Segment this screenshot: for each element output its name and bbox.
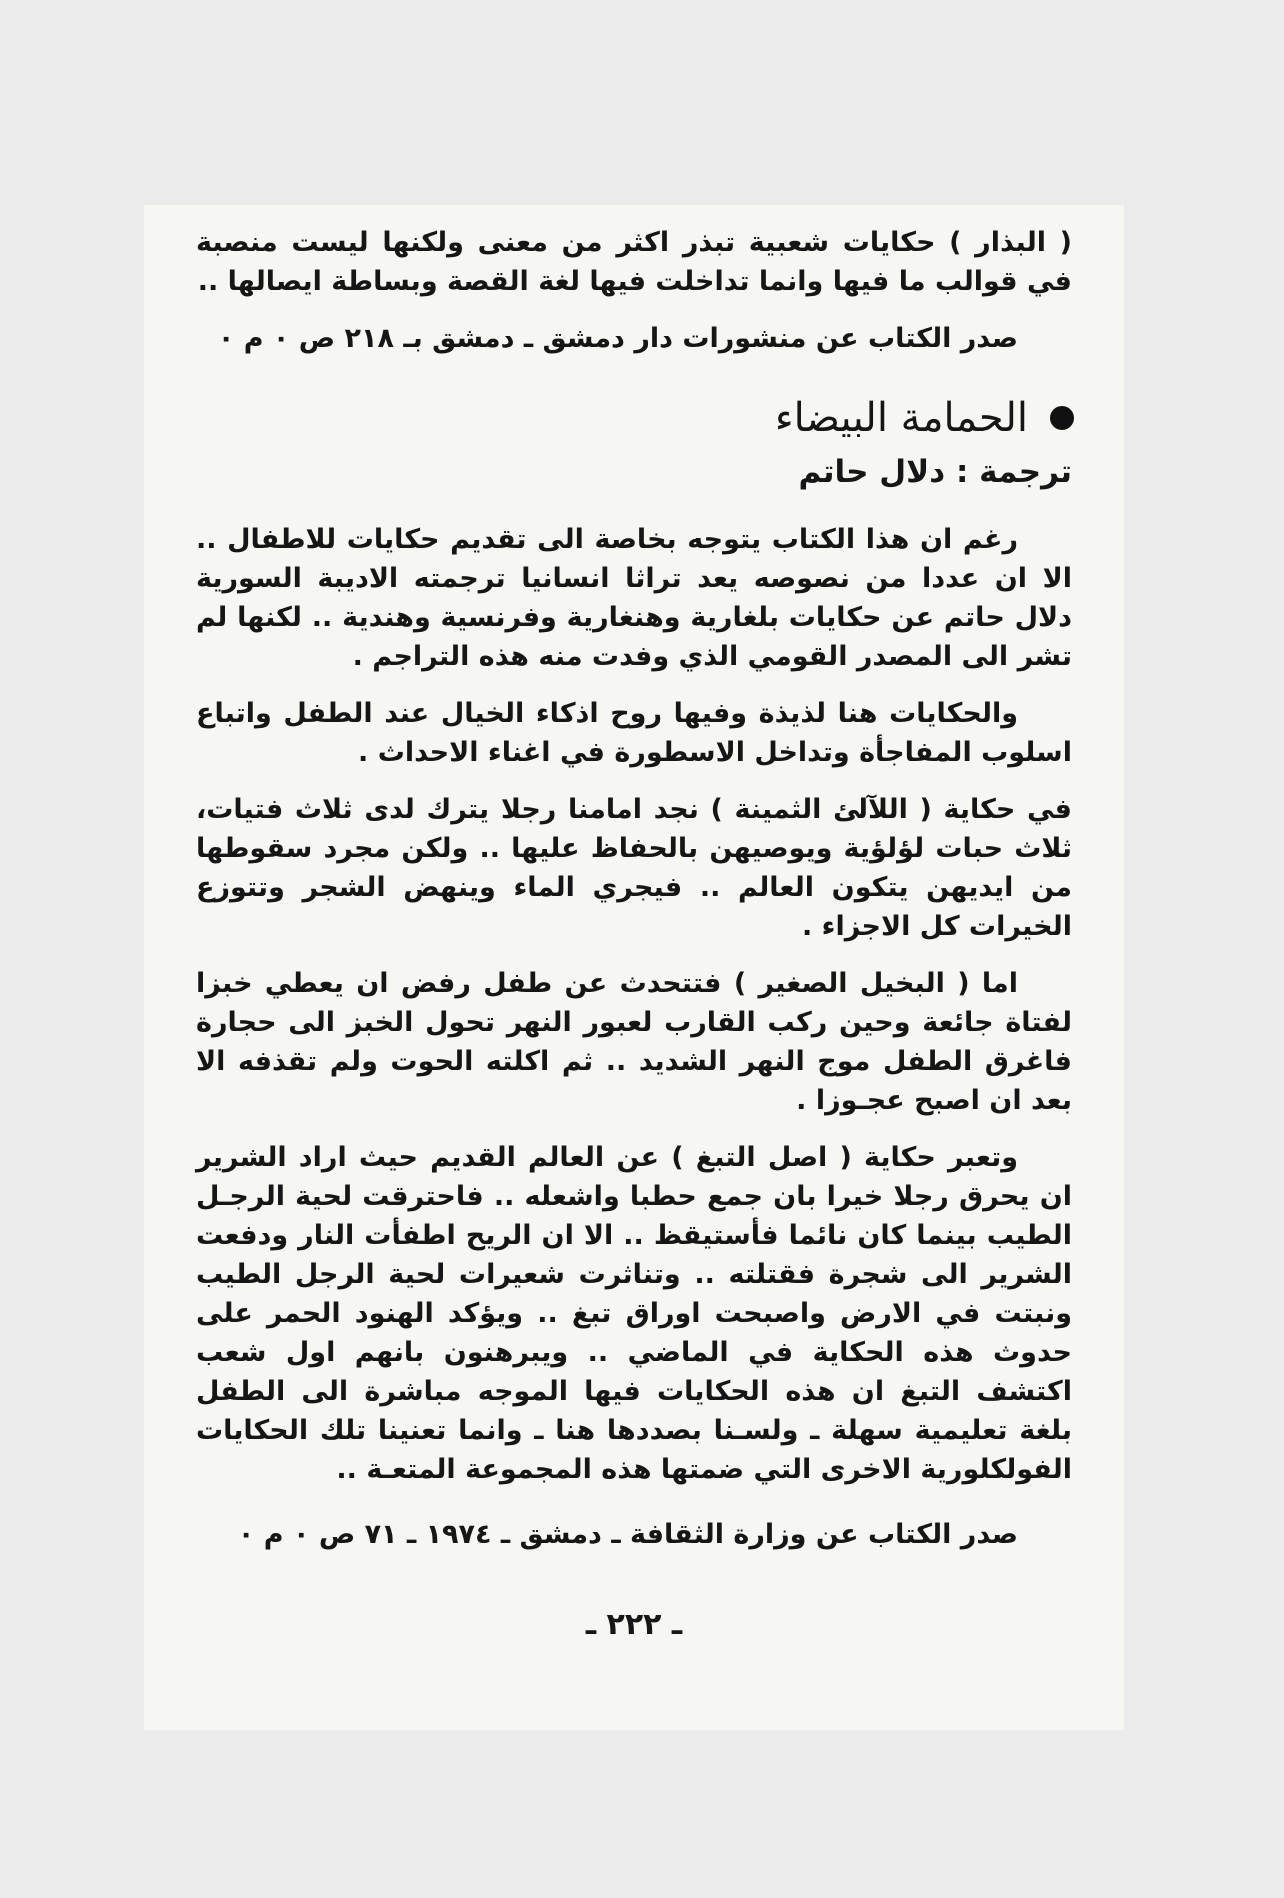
intro-paragraph: ( البذار ) حكايات شعبية تبذر اكثر من معنى ولكنها ليست منصبة في قوالب ما فيها وانما تداخلت فيها لغة القصة وبساطة ايصالها .. xyxy=(196,227,1072,297)
body-paragraph: في حكاية ( اللآلئ الثمينة ) نجد امامنا رجلا يترك لدى ثلاث فتيات، ثلاث حبات لؤلؤية ويوصيهن بالحفاظ عليها .. ولكن مجرد سقوطها من ايديهن يتكون العالم .. فيجري الماء وينهض الشجر وتتوزع الخيرات كل الاجزاء . xyxy=(196,794,1072,942)
translator-line: ترجمة : دلال حاتم xyxy=(798,454,1072,490)
publication-note-2: صدر الكتاب عن وزارة الثقافة ـ دمشق ـ ١٩٧٤ ـ ٧١ ص ٠ م ٠ xyxy=(237,1519,1018,1550)
book-page xyxy=(144,205,1124,1730)
body-paragraph: والحكايات هنا لذيذة وفيها روح اذكاء الخيال عند الطفل واتباع اسلوب المفاجأة وتداخل الاسطورة في اغناء الاحداث . xyxy=(196,698,1072,768)
section-title: الحمامة البيضاء xyxy=(774,395,1028,441)
publication-note-1: صدر الكتاب عن منشورات دار دمشق ـ دمشق بـ ٢١٨ ص ٠ م ٠ xyxy=(217,323,1018,354)
bullet-icon xyxy=(1050,406,1074,430)
section-heading-row xyxy=(196,392,1072,444)
body-paragraph: رغم ان هذا الكتاب يتوجه بخاصة الى تقديم حكايات للاطفال .. الا ان عددا من نصوصه يعد تراثا انسانيا ترجمته الاديبة السورية دلال حاتم عن حكايات بلغارية وهنغارية وفرنسية وهندية .. لكنها لم تشر الى المصدر القومي الذي وفدت منه هذه التراجم . xyxy=(196,524,1072,672)
body-paragraph: اما ( البخيل الصغير ) فتتحدث عن طفل رفض ان يعطي خبزا لفتاة جائعة وحين ركب القارب لعبور النهر تحول الخبز الى حجارة فاغرق الطفل موج النهر الشديد .. ثم اكلته الحوت ولم تقذفه الا بعد ان اصبح عجـوزا . xyxy=(196,968,1072,1116)
page-number: ـ ٢٢٢ ـ xyxy=(585,1607,683,1642)
body-paragraph: وتعبر حكاية ( اصل التبغ ) عن العالم القديم حيث اراد الشرير ان يحرق رجلا خيرا بان جمع حطبا واشعله .. فاحترقت لحية الرجـل الطيب بينما كان نائما فأستيقظ .. الا ان الريح اطفأت النار ودفعت الشرير الى شجرة فقتلته .. وتناثرت شعيرات لحية الرجل الطيب ونبتت في الارض واصبحت اوراق تبغ .. ويؤكد الهنود الحمر على حدوث هذه الحكاية في الماضي .. ويبرهنون بانهم اول شعب اكتشف التبغ ان هذه الحكايات فيها الموجه مباشرة الى الطفل بلغة تعليمية سهلة ـ ولسـنا بصددها هنا ـ وانما تعنينا تلك الحكايات الفولكلورية الاخرى التي ضمتها هذه المجموعة المتعـة .. xyxy=(196,1142,1072,1485)
